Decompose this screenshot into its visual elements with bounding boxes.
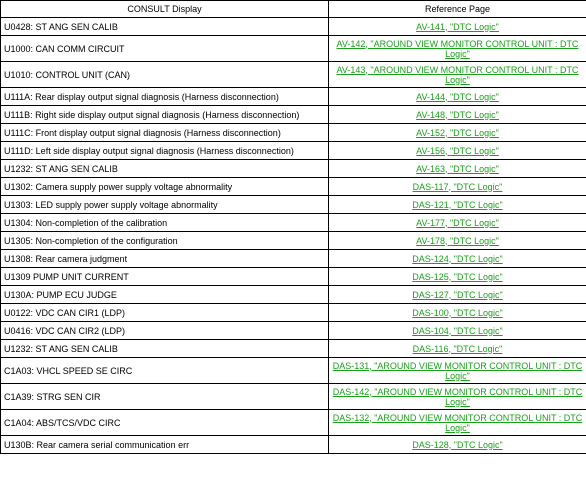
reference-page-cell [329, 88, 586, 106]
reference-page-link[interactable]: AV-156, "DTC Logic" [416, 145, 499, 156]
consult-display-cell: C1A04: ABS/TCS/VDC CIRC [1, 410, 329, 436]
reference-page-cell [329, 268, 586, 286]
reference-page-link[interactable]: AV-178, "DTC Logic" [416, 235, 499, 246]
reference-page-link[interactable]: DAS-100, "DTC Logic" [412, 307, 503, 318]
reference-page-link[interactable]: DAS-116, "DTC Logic" [412, 343, 503, 354]
table-row [1, 410, 586, 436]
table-row [1, 250, 586, 268]
table-row [1, 36, 586, 62]
reference-page-cell [329, 304, 586, 322]
reference-page-link[interactable]: AV-143, "AROUND VIEW MONITOR CONTROL UNIT : DTC Logic" [336, 64, 579, 85]
reference-page-link[interactable]: AV-144, "DTC Logic" [416, 91, 499, 102]
table-row [1, 436, 586, 454]
table-row [1, 106, 586, 124]
reference-page-cell [329, 124, 586, 142]
reference-page-link[interactable]: AV-152, "DTC Logic" [416, 127, 499, 138]
consult-display-cell: U130B: Rear camera serial communication err [1, 436, 329, 454]
reference-page-link[interactable]: DAS-121, "DTC Logic" [412, 199, 503, 210]
reference-page-link[interactable]: AV-163, "DTC Logic" [416, 163, 499, 174]
table-row [1, 62, 586, 88]
consult-display-cell: U111A: Rear display output signal diagnosis (Harness disconnection) [1, 88, 329, 106]
reference-page-cell [329, 196, 586, 214]
table-row [1, 178, 586, 196]
table-row [1, 340, 586, 358]
table-row [1, 304, 586, 322]
table-row [1, 142, 586, 160]
table-row [1, 214, 586, 232]
consult-display-cell: U111C: Front display output signal diagnosis (Harness disconnection) [1, 124, 329, 142]
consult-display-cell: U0428: ST ANG SEN CALIB [1, 18, 329, 36]
consult-display-cell: U0122: VDC CAN CIR1 (LDP) [1, 304, 329, 322]
table-row [1, 124, 586, 142]
consult-display-cell: U130A: PUMP ECU JUDGE [1, 286, 329, 304]
reference-page-link[interactable]: DAS-131, "AROUND VIEW MONITOR CONTROL UNIT : DTC Logic" [332, 360, 583, 381]
reference-page-link[interactable]: DAS-128, "DTC Logic" [412, 439, 503, 450]
consult-display-cell: U1232: ST ANG SEN CALIB [1, 340, 329, 358]
reference-page-link[interactable]: DAS-142, "AROUND VIEW MONITOR CONTROL UNIT : DTC Logic" [332, 386, 583, 407]
reference-page-link[interactable]: DAS-127, "DTC Logic" [412, 289, 503, 300]
consult-display-cell: U1308: Rear camera judgment [1, 250, 329, 268]
reference-page-cell [329, 160, 586, 178]
consult-display-cell: U1000: CAN COMM CIRCUIT [1, 36, 329, 62]
reference-page-link[interactable]: DAS-117, "DTC Logic" [412, 181, 503, 192]
reference-page-link[interactable]: AV-142, "AROUND VIEW MONITOR CONTROL UNIT : DTC Logic" [336, 38, 579, 59]
table-row [1, 232, 586, 250]
consult-display-cell: U1302: Camera supply power supply voltage abnormality [1, 178, 329, 196]
header-reference-page: Reference Page [329, 1, 586, 18]
header-consult-display: CONSULT Display [1, 1, 329, 18]
reference-page-link[interactable]: DAS-104, "DTC Logic" [412, 325, 503, 336]
table-body [1, 18, 586, 454]
reference-page-cell [329, 286, 586, 304]
reference-page-cell [329, 36, 586, 62]
reference-page-cell [329, 178, 586, 196]
consult-display-cell: U1309 PUMP UNIT CURRENT [1, 268, 329, 286]
consult-display-cell: U1303: LED supply power supply voltage abnormality [1, 196, 329, 214]
reference-page-cell [329, 410, 586, 436]
reference-page-cell [329, 358, 586, 384]
header-row [1, 1, 586, 18]
reference-page-cell [329, 340, 586, 358]
reference-page-cell [329, 250, 586, 268]
reference-page-cell [329, 106, 586, 124]
reference-page-cell [329, 142, 586, 160]
reference-page-link[interactable]: AV-177, "DTC Logic" [416, 217, 499, 228]
table-row [1, 286, 586, 304]
table-row [1, 322, 586, 340]
consult-display-cell: U1305: Non-completion of the configuration [1, 232, 329, 250]
consult-display-cell: U1304: Non-completion of the calibration [1, 214, 329, 232]
reference-page-link[interactable]: AV-148, "DTC Logic" [416, 109, 499, 120]
table-row [1, 18, 586, 36]
table-row [1, 196, 586, 214]
table-row [1, 88, 586, 106]
consult-display-cell: C1A03: VHCL SPEED SE CIRC [1, 358, 329, 384]
consult-display-cell: U0416: VDC CAN CIR2 (LDP) [1, 322, 329, 340]
consult-display-cell: U1010: CONTROL UNIT (CAN) [1, 62, 329, 88]
reference-page-link[interactable]: DAS-132, "AROUND VIEW MONITOR CONTROL UNIT : DTC Logic" [332, 412, 583, 433]
reference-page-cell [329, 18, 586, 36]
reference-page-cell [329, 436, 586, 454]
reference-page-cell [329, 214, 586, 232]
consult-display-cell: U1232: ST ANG SEN CALIB [1, 160, 329, 178]
table-row [1, 268, 586, 286]
consult-display-cell: U111D: Left side display output signal diagnosis (Harness disconnection) [1, 142, 329, 160]
reference-page-cell [329, 384, 586, 410]
reference-page-link[interactable]: DAS-124, "DTC Logic" [412, 253, 503, 264]
reference-page-link[interactable]: AV-141, "DTC Logic" [416, 21, 499, 32]
reference-page-cell [329, 232, 586, 250]
reference-page-cell [329, 322, 586, 340]
consult-display-cell: C1A39: STRG SEN CIR [1, 384, 329, 410]
reference-page-link[interactable]: DAS-125, "DTC Logic" [412, 271, 503, 282]
table-row [1, 384, 586, 410]
consult-display-cell: U111B: Right side display output signal diagnosis (Harness disconnection) [1, 106, 329, 124]
reference-page-cell [329, 62, 586, 88]
table-row [1, 160, 586, 178]
table-row [1, 358, 586, 384]
